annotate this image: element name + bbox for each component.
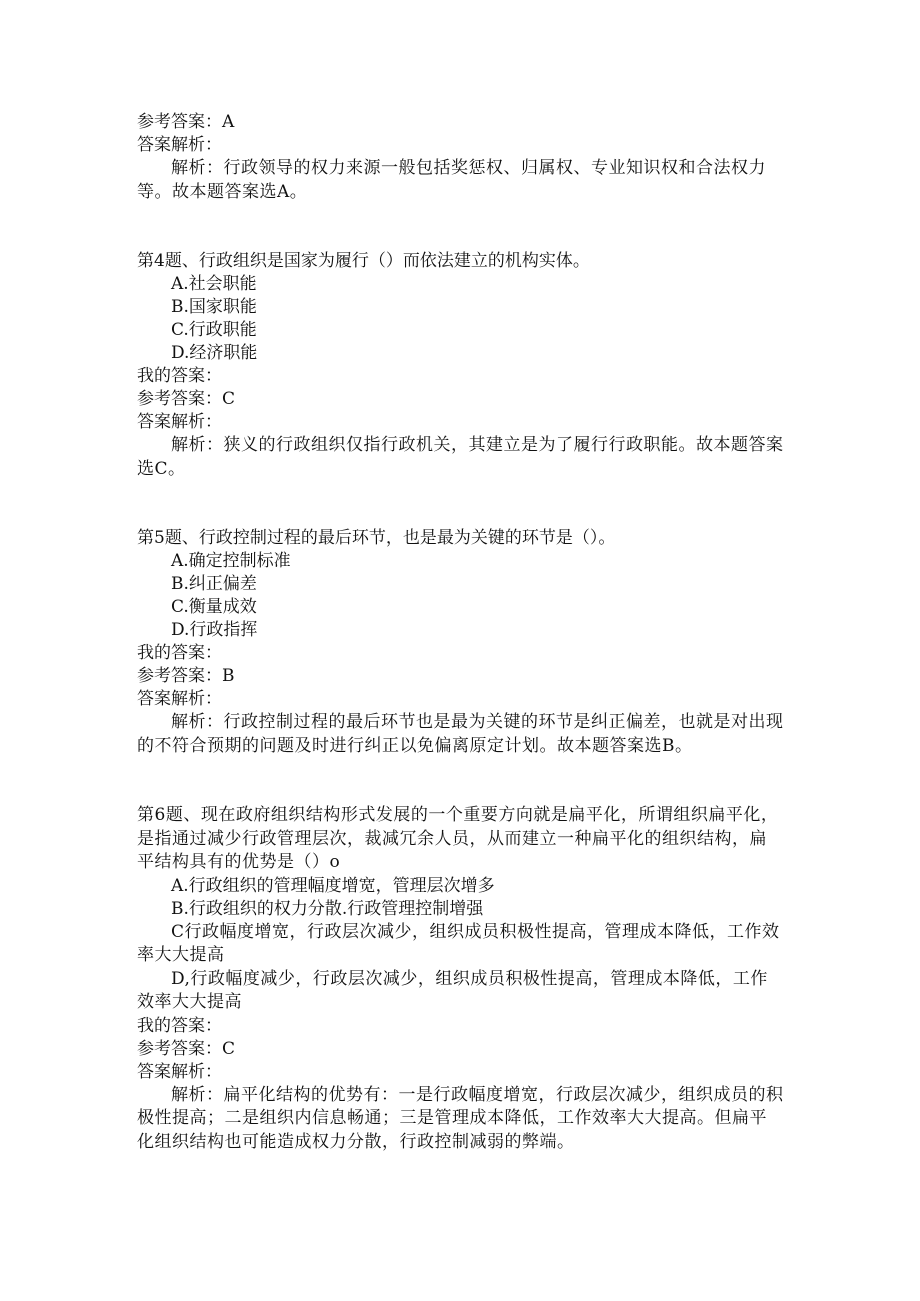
option-a: A.社会职能 <box>171 274 257 294</box>
my-answer: 我的答案： <box>137 643 222 663</box>
question-4 <box>137 250 787 481</box>
analysis-label: 答案解析： <box>137 412 222 432</box>
document-page <box>137 111 787 1154</box>
analysis-text: 解析：行政控制过程的最后环节也是最为关键的环节是纠正偏差，也就是对出现的不符合预期的问题及时进行纠正以免偏离原定计划。故本题答案选B。 <box>137 712 784 756</box>
analysis-text: 解析：扁平化结构的优势有：一是行政幅度增宽，行政层次减少，组织成员的积极性提高；二是组织内信息畅通；三是管理成本降低，工作效率大大提高。但扁平化组织结构也可能造成权力分散，行政控制减弱的弊端。 <box>137 1084 784 1152</box>
reference-answer: 参考答案：A <box>137 112 235 132</box>
option-b: B.纠正偏差 <box>171 574 257 594</box>
analysis-text: 解析：行政领导的权力来源一般包括奖惩权、归属权、专业知识权和合法权力等。故本题答案选A。 <box>137 158 766 202</box>
reference-answer: 参考答案：C <box>137 1038 236 1059</box>
analysis-label: 答案解析： <box>137 1061 222 1082</box>
option-c: C行政幅度增宽，行政层次减少，组织成员积极性提高，管理成本降低，工作效率大大提高 <box>137 921 780 965</box>
option-c: C.衡量成效 <box>171 597 257 617</box>
option-c: C.行政职能 <box>171 320 257 340</box>
my-answer: 我的答案： <box>137 366 222 386</box>
question-stem: 第5题、行政控制过程的最后环节，也是最为关键的环节是（）。 <box>137 528 616 548</box>
option-b: B.行政组织的权力分散.行政管理控制增强 <box>171 898 484 919</box>
option-d: D.经济职能 <box>171 343 258 363</box>
reference-answer: 参考答案：B <box>137 666 235 686</box>
question-stem: 第6题、现在政府组织结构形式发展的一个重要方向就是扁平化，所谓组织扁平化，是指通过减少行政管理层次，裁减冗余人员，从而建立一种扁平化的组织结构，扁平结构具有的优势是（）o <box>137 805 779 872</box>
option-b: B.国家职能 <box>171 297 257 317</box>
option-a: A.确定控制标准 <box>171 551 291 571</box>
question-5 <box>137 527 787 758</box>
reference-answer: 参考答案：C <box>137 389 236 409</box>
option-d: D,行政幅度减少，行政层次减少，组织成员积极性提高，管理成本降低，工作效率大大提高 <box>137 968 768 1012</box>
option-d: D.行政指挥 <box>171 620 258 640</box>
analysis-label: 答案解析： <box>137 135 222 155</box>
question-6 <box>137 804 787 1154</box>
my-answer: 我的答案： <box>137 1015 222 1036</box>
analysis-label: 答案解析： <box>137 689 222 709</box>
question-stem: 第4题、行政组织是国家为履行（）而依法建立的机构实体。 <box>137 251 590 271</box>
option-a: A.行政组织的管理幅度增宽，管理层次增多 <box>171 875 495 896</box>
question-3-tail <box>137 111 787 204</box>
analysis-text: 解析：狭义的行政组织仅指行政机关，其建立是为了履行行政职能。故本题答案选C。 <box>137 435 784 479</box>
